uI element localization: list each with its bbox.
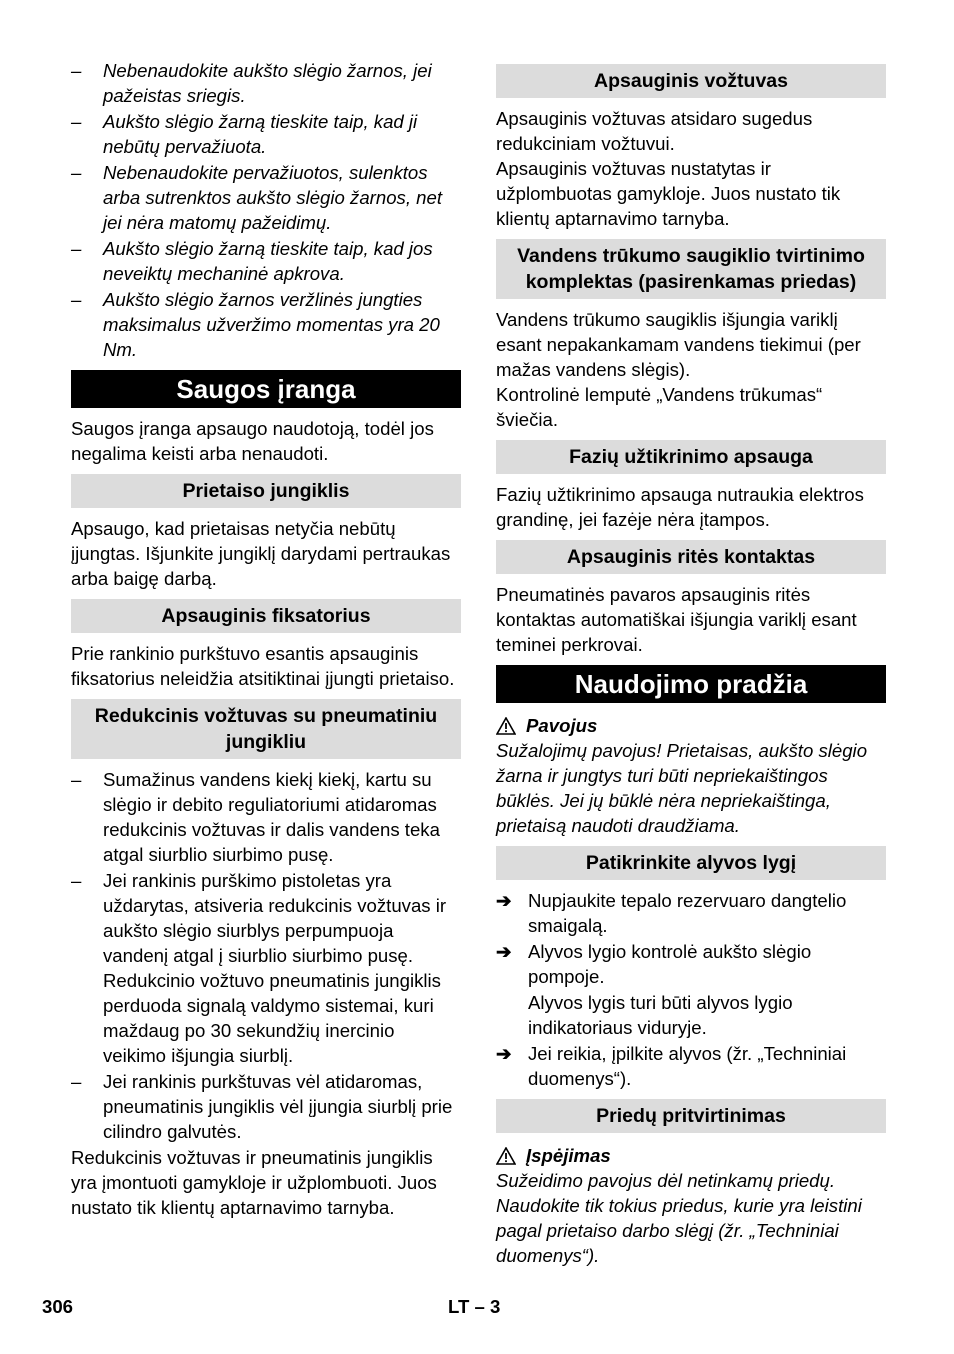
warning-triangle-icon bbox=[496, 717, 516, 735]
warning-text: Sužalojimų pavojus! Prietaisas, aukšto slėgio žarna ir jungtys turi būti nepriekaištingos būklės. Jei jų būklė nėra nepriekaištinga, prietaisą naudoti draudžiama. bbox=[496, 740, 868, 836]
step-item bbox=[496, 1041, 886, 1091]
arrow-right-icon: ➔ bbox=[496, 1043, 512, 1064]
list-item: – Nebenaudokite aukšto slėgio žarnos, jei pažeistas sriegis. bbox=[71, 58, 461, 108]
paragraph: Apsaugo, kad prietaisas netyčia nebūtų įjungtas. Išjunkite jungiklį darydami pertraukas arba baigę darbą. bbox=[71, 518, 451, 589]
section-title-saugos: Saugos įranga bbox=[71, 370, 461, 408]
subsection-title-alyvos: Patikrinkite alyvos lygį bbox=[496, 846, 886, 880]
paragraph: Kontrolinė lemputė „Vandens trūkumas“ šviečia. bbox=[496, 384, 823, 430]
list-item: – Nebenaudokite pervažiuotos, sulenktos arba sutrenktos aukšto slėgio žarnos, net jei nėra matomų pažeidimų. bbox=[71, 160, 461, 235]
subsection-title-faziu: Fazių užtikrinimo apsauga bbox=[496, 440, 886, 474]
warning-label-text: Pavojus bbox=[526, 715, 598, 736]
paragraph: Pneumatinės pavaros apsauginis ritės kontaktas automatiškai išjungia variklį esant teminei perkrovai. bbox=[496, 584, 857, 655]
step-item bbox=[496, 888, 886, 938]
footer-section bbox=[448, 1296, 500, 1318]
subsection-title-fiksatorius: Apsauginis fiksatorius bbox=[71, 599, 461, 633]
paragraph: Vandens trūkumo saugiklis išjungia variklį esant nepakankamam vandens tiekimui (per mažas vandens slėgis). bbox=[496, 309, 861, 380]
subsection-title-apsauginis-voztuvas: Apsauginis vožtuvas bbox=[496, 64, 886, 98]
list-item: – Aukšto slėgio žarnos veržlinės jungties maksimalus užveržimo momentas yra 20 Nm. bbox=[71, 287, 461, 362]
step-text: Alyvos lygio kontrolė aukšto slėgio pompoje. bbox=[528, 941, 812, 987]
arrow-right-icon: ➔ bbox=[496, 890, 512, 911]
step-text: Nupjaukite tepalo rezervuaro dangtelio smaigalą. bbox=[528, 890, 847, 936]
section-number: – 3 bbox=[474, 1296, 501, 1317]
paragraph: Apsauginis vožtuvas nustatytas ir užplombuotas gamykloje. Juos nustato tik klientų aptarnavimo tarnyba. bbox=[496, 158, 841, 229]
list-item: – Jei rankinis purkštuvas vėl atidaromas, pneumatinis jungiklis vėl įjungia siurblį prie cilindro galvutės. bbox=[71, 1069, 461, 1144]
warning-text: Sužeidimo pavojus dėl netinkamų priedų. Naudokite tik tokius priedus, kurie yra leistini pagal prietaiso darbo slėgį (žr. „Techniniai duomenys“). bbox=[496, 1170, 862, 1266]
left-column bbox=[71, 58, 461, 1220]
danger-label bbox=[496, 713, 886, 738]
subsection-title-prietaiso: Prietaiso jungiklis bbox=[71, 474, 461, 508]
step-text: Jei reikia, įpilkite alyvos (žr. „Techniniai duomenys“). bbox=[528, 1043, 847, 1089]
warning-label-text: Įspėjimas bbox=[526, 1145, 611, 1166]
paragraph: Saugos įranga apsaugo naudotoją, todėl jos negalima keisti arba nenaudoti. bbox=[71, 418, 434, 464]
list-item: – Sumažinus vandens kiekį kiekį, kartu su slėgio ir debito reguliatoriumi atidaromas redukcinis vožtuvas ir dalis vandens teka atgal siurblio siurbimo pusę. bbox=[71, 767, 461, 867]
subsection-title-priedu: Priedų pritvirtinimas bbox=[496, 1099, 886, 1133]
section-title-naudojimo: Naudojimo pradžia bbox=[496, 665, 886, 703]
arrow-right-icon: ➔ bbox=[496, 941, 512, 962]
warning-triangle-icon bbox=[496, 1147, 516, 1165]
paragraph: Redukcinis vožtuvas ir pneumatinis jungiklis yra įmontuoti gamykloje ir užplombuoti. Juos nustato tik klientų aptarnavimo tarnyba. bbox=[71, 1147, 437, 1218]
list-item: – Aukšto slėgio žarną tieskite taip, kad ji nebūtų pervažiuota. bbox=[71, 109, 461, 159]
subsection-title-rites: Apsauginis ritės kontaktas bbox=[496, 540, 886, 574]
subsection-title-vandens: Vandens trūkumo saugiklio tvirtinimo komplektas (pasirenkamas priedas) bbox=[496, 239, 886, 299]
paragraph: Fazių užtikrinimo apsauga nutraukia elektros grandinę, jei fazėje nėra įtampos. bbox=[496, 484, 864, 530]
step-note: Alyvos lygis turi būti alyvos lygio indikatoriaus viduryje. bbox=[528, 992, 793, 1038]
list-item: – Aukšto slėgio žarną tieskite taip, kad jos neveiktų mechaninė apkrova. bbox=[71, 236, 461, 286]
right-column bbox=[496, 64, 886, 1268]
paragraph: Prie rankinio purkštuvo esantis apsauginis fiksatorius neleidžia atsitiktinai įjungti prietaiso. bbox=[71, 643, 455, 689]
step-item bbox=[496, 939, 886, 989]
page-number: 306 bbox=[42, 1296, 74, 1317]
paragraph: Apsauginis vožtuvas atsidaro sugedus redukciniam vožtuvui. bbox=[496, 108, 813, 154]
subsection-title-redukcinis: Redukcinis vožtuvas su pneumatiniu jungikliu bbox=[71, 699, 461, 759]
list-item: – Jei rankinis purškimo pistoletas yra uždarytas, atsiveria redukcinis vožtuvas ir aukšto slėgio siurblys perpumpuoja vandenį atgal į siurblio siurbimo pusę. Redukcinio vožtuvo pneumatinis jungiklis perduoda signalą valdymo sistemai, kuri maždaug po 30 sekundžių inercinio veikimo išjungia siurblį. bbox=[71, 868, 461, 1068]
language-code: LT bbox=[448, 1296, 470, 1317]
warning-label bbox=[496, 1143, 886, 1168]
